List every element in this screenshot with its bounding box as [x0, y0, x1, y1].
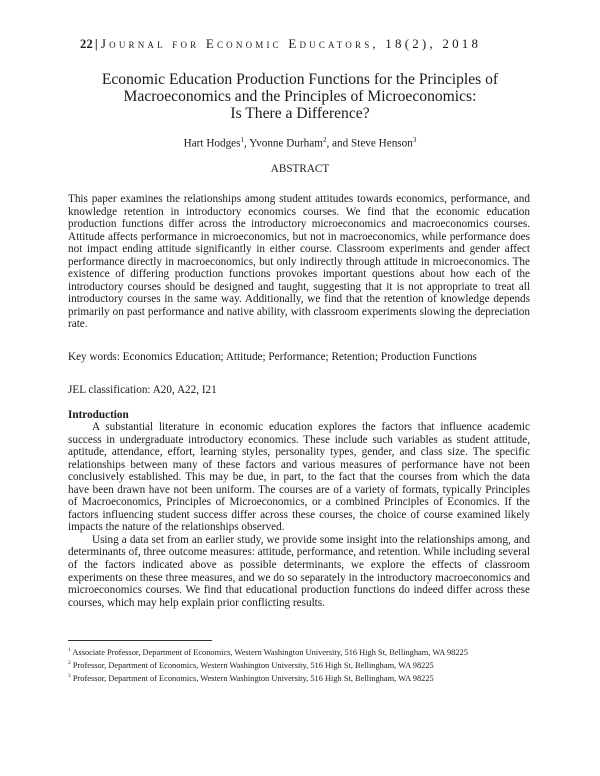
footnote-1-number: 1 — [68, 647, 71, 653]
author-2-footnote-mark: 2 — [322, 136, 327, 144]
author-separator-1: , — [244, 137, 250, 150]
footnote-1 — [68, 645, 530, 658]
author-1-footnote-mark: 1 — [240, 136, 244, 144]
title-line-2: Macroeconomics and the Principles of Microeconomics: — [123, 88, 477, 105]
author-separator-2: , and — [326, 137, 351, 150]
introduction-heading: Introduction — [68, 409, 129, 421]
introduction-paragraph-1: A substantial literature in economic education explores the factors that influence academic success in undergraduate introductory economics. These include such variables as student attitude, aptitude, attendance, effort, learning styles, personality types, gender, and class size. The specific relationships between many of these factors and various measures of performance have not been conclusively established. This may be due, in part, to the fact that the courses from which the data have been drawn have not been uniform. The courses are of a variety of formats, typically Principles of Macroeconomics, Principles of Microeconomics, or a combined Principles of Economics. If the factors influencing student success differ across these courses, the choice of course examined likely impacts the nature of the relationships observed. — [68, 421, 530, 534]
author-3: Steve Henson — [351, 137, 413, 150]
title-line-3: Is There a Difference? — [230, 105, 370, 122]
jel-classification: JEL classification: A20, A22, I21 — [68, 384, 217, 396]
footnote-2 — [68, 658, 530, 671]
footnote-3 — [68, 671, 530, 684]
author-2: Yvonne Durham — [249, 137, 323, 150]
abstract-text: This paper examines the relationships among student attitudes towards economics, performance, and knowledge retention in introductory economics courses. We find that the economic education production functions differ across the introductory microeconomics and macroeconomics courses. Attitude affects performance in microeconomics, but not in macroeconomics, while performance does not impact ending attitude significantly in either course. Classroom experiments and gender affect performance directly in macroeconomics, but only indirectly through attitude in microeconomics. The existence of differing production functions provokes important questions about how each of the introductory courses should be designed and taught, suggesting that it is not appropriate to treat all introductory courses in the same way. Additionally, we find that the retention of knowledge depends primarily on past performance and native ability, with classroom experiments slowing the depreciation rate. — [68, 193, 530, 331]
footnote-divider — [68, 640, 212, 641]
title-line-1: Economic Education Production Functions for the Principles of — [101, 71, 499, 88]
paper-title — [60, 71, 540, 122]
running-header — [80, 36, 481, 52]
keywords: Key words: Economics Education; Attitude; Performance; Retention; Production Functions — [68, 351, 477, 363]
page-number: 22 — [80, 37, 93, 51]
header-separator: | — [94, 37, 98, 51]
footnote-2-text: Professor, Department of Economics, Western Washington University, 516 High St, Bellingham, WA 98225 — [70, 660, 434, 670]
footnote-3-number: 3 — [68, 673, 71, 679]
footnote-1-text: Associate Professor, Department of Economics, Western Washington University, 516 High St, Bellingham, WA 98225 — [70, 647, 468, 657]
introduction-paragraph-2: Using a data set from an earlier study, we provide some insight into the relationships among, and determinants of, three outcome measures: attitude, performance, and retention. While including several of the factors indicated above as possible determinants, we explore the effects of classroom experiments on these three measures, and we do so separately in the introductory macroeconomics and microeconomics courses. We find that educational production functions do indeed differ across these courses, which may help explain prior conflicting results. — [68, 533, 530, 609]
journal-name: Journal for Economic Educators, 18(2), 2018 — [100, 36, 482, 51]
footnote-2-number: 2 — [68, 660, 71, 666]
footnote-3-text: Professor, Department of Economics, Western Washington University, 516 High St, Bellingham, WA 98225 — [70, 673, 434, 683]
footnotes — [68, 645, 530, 684]
author-list — [60, 136, 540, 150]
abstract-heading: ABSTRACT — [270, 163, 330, 175]
introduction-body — [68, 421, 530, 609]
author-1: Hart Hodges — [183, 137, 241, 150]
author-3-footnote-mark: 3 — [412, 136, 417, 144]
